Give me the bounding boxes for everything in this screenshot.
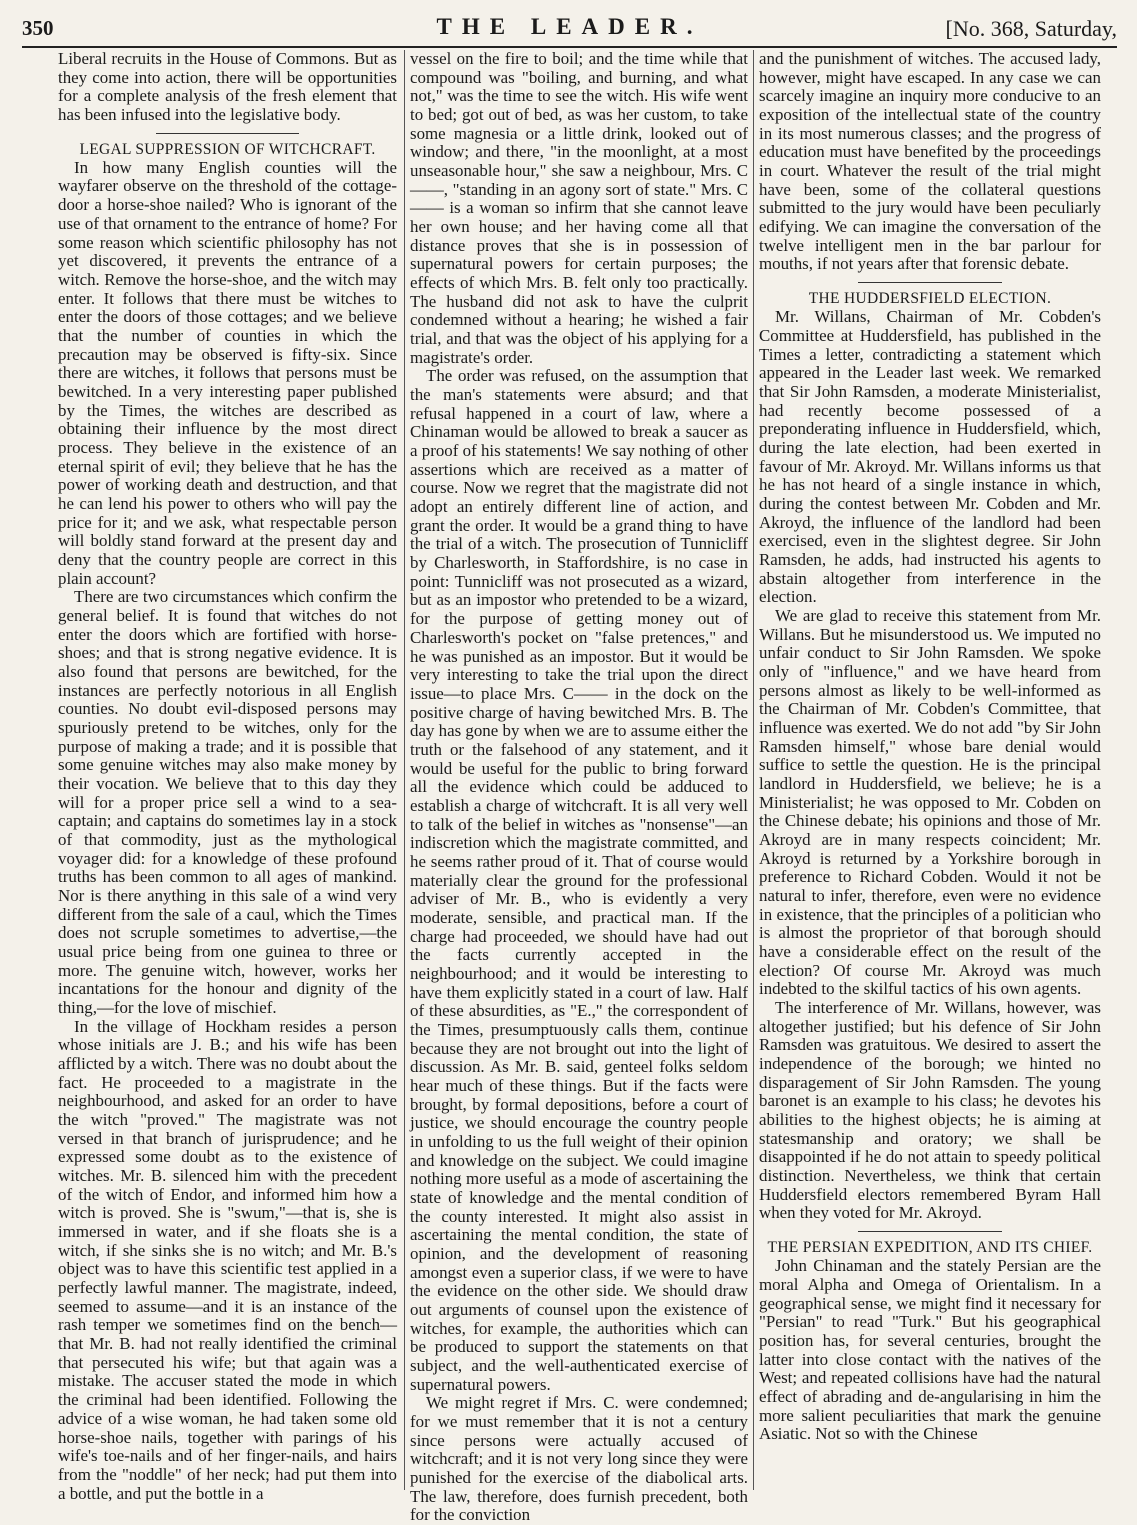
article-paragraph: Mr. Willans, Chairman of Mr. Cobden's Committee at Huddersfield, has published in the Times a letter, contradicting a statement which appeared in the Leader last week. We remarked that Sir John Ramsden, a moderate Ministerialist, had recently become possessed of a preponderating influence in Huddersfield, which, during the late election, had been exerted in favour of Mr. Akroyd. Mr. Willans informs us that he has not heard of a single instance in which, during the contest between Mr. Cobden and Mr. Akroyd, the influence of the landlord had been exercised, even in the slightest degree. Sir John Ramsden, he adds, had instructed his agents to abstain altogether from interference in the election. [759, 307, 1101, 607]
article-paragraph: The interference of Mr. Willans, however, was altogether justified; but his defence of Sir John Ramsden was gratuitous. We desired to assert the independence of the borough; we hinted no disparagement of Sir John Ramsden. The young baronet is an example to his class; he devotes his abilities to the highest objects; he is aiming at statesmanship and oratory; we shall be disappointed if he do not attain to speedy political distinction. Nevertheless, we think that certain Huddersfield electors remembered Byram Hall when they voted for Mr. Akroyd. [759, 998, 1101, 1223]
section-divider [156, 133, 298, 134]
article-paragraph: In how many English counties will the wayfarer observe on the threshold of the cottage-door a horse-shoe nailed? Who is ignorant of the use of that ornament to the entrance of home? For some reason which scientific philosophy has not yet discovered, it prevents the entrance of a witch. Remove the horse-shoe, and the witch may enter. It follows that there must be witches to enter the doors of those cottages; and we believe that the number of counties in which the precaution may be observed is fifty-six. Since there are witches, it follows that persons must be bewitched. In a very interesting paper published by the Times, the witches are described as obtaining their influence by the most direct process. They believe in the existence of an eternal spirit of evil; they believe that he has the power of working death and destruction, and that he can lend his power to others who will pay the price for it; and we ask, what respectable person will boldly stand forward at the present day and deny that the country people are correct in this plain account? [58, 157, 397, 588]
header-rule [22, 46, 1117, 48]
section-heading: THE HUDDERSFIELD ELECTION. [808, 290, 1052, 308]
article-paragraph: vessel on the fire to boil; and the time while that compound was "boiling, and burning, and what not," was the time to see the witch. His wife went to bed; got out of bed, as was her custom, to take some magnesia or a little drink, looked out of window; and there, "in the moonlight, at a most unseasonable hour," she saw a neighbour, Mrs. C——, "standing in an agony sort of state." Mrs. C—— is a woman so infirm that she cannot leave her own house; and her having come all that distance proves that she is in possession of supernatural powers for certain purposes; the effects of which Mrs. B. felt only too practically. The husband did not ask to have the culprit condemned without a hearing; he wished a fair trial, and that was the object of his applying for a magistrate's order. [410, 49, 748, 367]
article-paragraph: We might regret if Mrs. C. were condemned; for we must remember that it is not a century since persons were actually accused of witchcraft; and it is not very long since they were punished for the exercise of the diabolical arts. The law, therefore, does furnish precedent, both for the conviction [410, 1393, 748, 1525]
page-header [22, 6, 1117, 42]
article-paragraph: John Chinaman and the stately Persian are the moral Alpha and Omega of Orientalism. In a geographical sense, we might find it necessary for "Persian" to read "Turk." But his geographical position has, for several centuries, brought the latter into close contact with the natives of the West; and repeated collisions have had the natural effect of abrading and de-angularising in him the more salient peculiarities that mark the genuine Asiatic. Not so with the Chinese [759, 1256, 1101, 1444]
newspaper-title: THE LEADER. [436, 14, 703, 39]
section-heading: LEGAL SUPPRESSION OF WITCHCRAFT. [79, 140, 376, 158]
article-paragraph: and the punishment of witches. The accused lady, however, might have escaped. In any case we can scarcely imagine an inquiry more conducive to an exposition of the intellectual state of the country in its most numerous classes; and the progress of education must have benefited by the proceedings in court. Whatever the result of the trial might have been, some of the collateral questions submitted to the jury would have been peculiarly edifying. We can imagine the conversation of the twelve intelligent men in the bar parlour for mouths, if not years after that forensic debate. [759, 49, 1101, 274]
article-paragraph: We are glad to receive this statement from Mr. Willans. But he misunderstood us. We imputed no unfair conduct to Sir John Ramsden. We spoke only of "influence," and we have heard from persons almost as likely to be well-informed as the Chairman of Mr. Cobden's Committee, that influence was exerted. We do not add "by Sir John Ramsden himself," whose bare denial would suffice to settle the question. He is the principal landlord in Huddersfield, we believe; he is a Ministerialist; he was opposed to Mr. Cobden on the Chinese debate; his opinions and those of Mr. Akroyd are in many respects coincident; Mr. Akroyd is returned by a Yorkshire borough in preference to Richard Cobden. Would it not be natural to infer, therefore, even were no evidence in existence, that the principles of a politician who is almost the proprietor of that borough should have a considerable effect on the result of the election? Of course Mr. Akroyd was much indebted to the skilful tactics of his own agents. [759, 605, 1101, 999]
section-divider [858, 282, 1002, 283]
article-paragraph: In the village of Hockham resides a person whose initials are J. B.; and his wife has been afflicted by a witch. There was no doubt about the fact. He proceeded to a magistrate in the neighbourhood, and asked for an order to have the witch "proved." The magistrate was not versed in that branch of jurisprudence; and he expressed some doubt as to the existence of witches. Mr. B. silenced him with the precedent of the witch of Endor, and informed him how a witch is proved. She is "swum,"—that is, she is immersed in water, and if she floats she is a witch, if she sinks she is no witch; and Mr. B.'s object was to have this scientific test applied in a perfectly lawful manner. The magistrate, indeed, seemed to assume—and it is an instance of the rash temper we sometimes find on the bench—that Mr. B. had not really identified the criminal that persecuted his wife; but that again was a mistake. The accuser stated the mode in which the criminal had been identified. Following the advice of a wise woman, he had taken some old horse-shoe nails, together with parings of his wife's toe-nails and of her finger-nails, and hairs from the "noddle" of her neck; had put them into a bottle, and put the bottle in a [58, 1016, 397, 1503]
issue-number: [No. 368, Saturday, [945, 16, 1117, 41]
article-paragraph: There are two circumstances which confirm the general belief. It is found that witches do not enter the doors which are fortified with horse-shoes; and that is strong negative evidence. It is also found that persons are bewitched, for the instances are perfectly notorious in all English counties. No doubt evil-disposed persons may spuriously pretend to be witches, only for the purpose of making a trade; and it is possible that some genuine witches may also make money by their vocation. We believe that to this day they will for a proper price sell a wind to a sea-captain; and captains do sometimes lay in a stock of that commodity, just as the mythological voyager did: for a knowledge of these profound truths has been common to all ages of mankind. Nor is there anything in this sale of a wind very different from the sale of a caul, which the Times does not scruple sometimes to advertise,—the usual price being from one guinea to three or more. The genuine witch, however, works her incantations for the honour and dignity of the thing,—for the love of mischief. [58, 587, 397, 1018]
article-paragraph: Liberal recruits in the House of Commons. But as they come into action, there will be opportunities for a complete analysis of the fresh element that has been infused into the legislative body. [58, 49, 397, 125]
column-3 [759, 50, 1101, 1490]
section-divider [858, 1231, 1002, 1232]
column-divider [753, 50, 754, 1490]
column-1 [58, 49, 397, 1503]
section-heading: THE PERSIAN EXPEDITION, AND ITS CHIEF. [767, 1239, 1093, 1257]
column-2 [410, 49, 748, 1525]
column-divider [404, 50, 405, 1490]
article-paragraph: The order was refused, on the assumption that the man's statements were absurd; and that refusal happened in a court of law, where a Chinaman would be allowed to break a saucer as a proof of his statements! We say nothing of other assertions which are received as a matter of course. Now we regret that the magistrate did not adopt an entirely different line of action, and grant the order. It would be a grand thing to have the trial of a witch. The prosecution of Tunnicliff by Charlesworth, in Staffordshire, is no case in point: Tunnicliff was not prosecuted as a wizard, but as an impostor who pretended to be a wizard, for the purpose of getting money out of Charlesworth's pocket on "false pretences," and he was punished as an impostor. But it would be very interesting to take the trial upon the direct issue—to place Mrs. C—— in the dock on the positive charge of having bewitched Mrs. B. The day has gone by when we are to assume either the truth or the falsehood of any statement, and it would be useful for the public to bring forward all the evidence which could be adduced to establish a charge of witchcraft. It is all very well to talk of the belief in witches as "nonsense"—an indiscretion which the magistrate committed, and he seems rather proud of it. That of course would materially clear the ground for the professional adviser of Mr. B., who is evidently a very moderate, sensible, and practical man. If the charge had proceeded, we should have had out the facts currently accepted in the neighbourhood; and it would be interesting to have them explicitly stated in a court of law. Half of these absurdities, as "E.," the correspondent of the Times, presumptuously calls them, continue because they are not brought out into the light of discussion. As Mr. B. said, genteel folks seldom hear much of these things. But if the facts were brought, by formal depositions, before a court of justice, we should encourage the country people in unfolding to us the full weight of their opinion and knowledge on the subject. We could imagine nothing more useful as a mode of ascertaining the state of knowledge and the mental condition of the county interested. It might also assist in ascertaining the mental condition, the state of opinion, and the development of reasoning amongst even a superior class, if we were to have the evidence on the other side. We should draw out arguments of counsel upon the existence of witches, for example, the authorities which can be produced to support the statements on that subject, and the well-authenticated exercise of supernatural powers. [410, 366, 748, 1394]
page-number: 350 [22, 16, 54, 40]
